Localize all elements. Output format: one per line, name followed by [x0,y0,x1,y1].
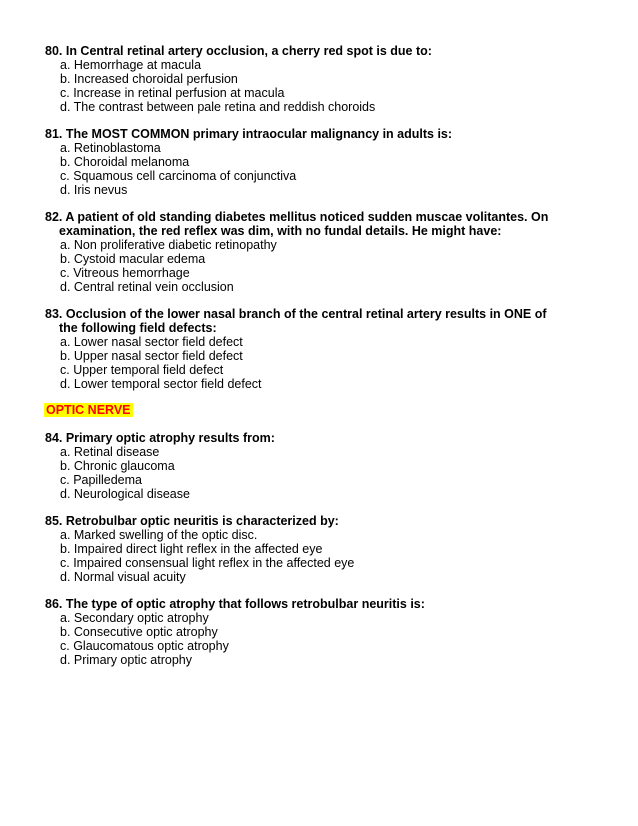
answer-option-b: b. Upper nasal sector field defect [60,349,243,363]
question-86 [45,597,565,667]
answer-option-b: b. Cystoid macular edema [60,252,206,266]
question-stem: 80. In Central retinal artery occlusion, a cherry red spot is due to: [45,44,432,58]
answer-option-c: c. Squamous cell carcinoma of conjunctiva [60,169,297,183]
answer-option-a: a. Hemorrhage at macula [60,58,202,72]
answer-option-c: c. Impaired consensual light reflex in the affected eye [60,556,355,570]
question-stem: 81. The MOST COMMON primary intraocular malignancy in adults is: [45,127,453,141]
question-stem: 84. Primary optic atrophy results from: [45,431,275,445]
answer-option-d: d. Central retinal vein occlusion [60,280,234,294]
answer-option-c: c. Upper temporal field defect [60,363,224,377]
answer-option-c: c. Vitreous hemorrhage [60,266,190,280]
question-80 [45,44,565,114]
question-stem: 83. Occlusion of the lower nasal branch of the central retinal artery results in ONE of the following field defects: [45,307,547,335]
answer-option-d: d. Iris nevus [60,183,128,197]
answer-option-b: b. Impaired direct light reflex in the affected eye [60,542,323,556]
answer-option-d: d. Lower temporal sector field defect [60,377,262,391]
answer-option-c: c. Papilledema [60,473,142,487]
answer-option-d: d. The contrast between pale retina and reddish choroids [60,100,376,114]
answer-option-b: b. Consecutive optic atrophy [60,625,218,639]
answer-option-b: b. Increased choroidal perfusion [60,72,238,86]
answer-option-d: d. Neurological disease [60,487,190,501]
answer-option-b: b. Chronic glaucoma [60,459,175,473]
answer-option-a: a. Retinal disease [60,445,160,459]
question-81 [45,127,565,197]
question-stem: 82. A patient of old standing diabetes mellitus noticed sudden muscae volitantes. On examination, the red reflex was dim, with no fundal details. He might have: [45,210,549,238]
question-83 [45,307,565,391]
answer-option-d: d. Normal visual acuity [60,570,186,584]
question-84 [45,431,565,501]
answer-option-d: d. Primary optic atrophy [60,653,192,667]
answer-option-c: c. Increase in retinal perfusion at macula [60,86,285,100]
answer-option-a: a. Retinoblastoma [60,141,161,155]
section-heading-optic-nerve: OPTIC NERVE [46,403,131,417]
answer-option-a: a. Secondary optic atrophy [60,611,209,625]
answer-option-a: a. Non proliferative diabetic retinopathy [60,238,277,252]
answer-option-a: a. Marked swelling of the optic disc. [60,528,258,542]
answer-option-a: a. Lower nasal sector field defect [60,335,243,349]
answer-option-b: b. Choroidal melanoma [60,155,190,169]
answer-option-c: c. Glaucomatous optic atrophy [60,639,229,653]
question-stem: 86. The type of optic atrophy that follows retrobulbar neuritis is: [45,597,425,611]
question-82 [45,210,565,294]
question-85 [45,514,565,584]
question-stem: 85. Retrobulbar optic neuritis is characterized by: [45,514,339,528]
